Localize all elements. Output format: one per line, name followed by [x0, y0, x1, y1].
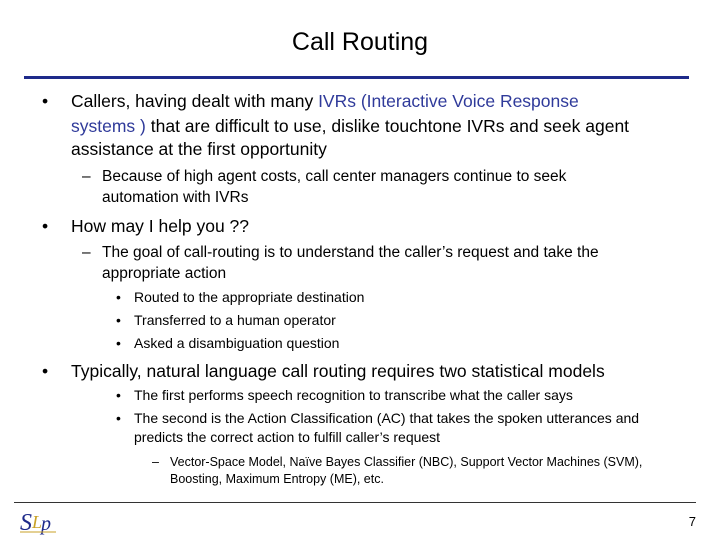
bullet-1-text: Callers, having dealt with many	[71, 91, 319, 111]
bullet-3-ii-line-1: The second is the Action Classification (AC) that takes the spoken utterances and	[134, 410, 640, 426]
footer-divider	[14, 502, 696, 503]
bullet-3-ii-a-line-2: Boosting, Maximum Entropy (ME), etc.	[170, 472, 384, 486]
bullet-1-line-2	[71, 115, 629, 138]
bullet-3-ii-a-line-1: Vector-Space Model, Naïve Bayes Classifier (NBC), Support Vector Machines (SVM),	[170, 455, 643, 469]
sub-bullet-marker: –	[82, 244, 91, 261]
sub-sub-bullet-marker: •	[116, 289, 121, 305]
bullet-2: How may I help you ??	[71, 216, 250, 236]
page-number: 7	[688, 514, 696, 529]
sub-sub-bullet-marker: •	[116, 387, 121, 403]
slide-title: Call Routing	[291, 28, 429, 56]
bullet-2a-i: Routed to the appropriate destination	[134, 289, 365, 305]
bullet-2a-iii: Asked a disambiguation question	[134, 335, 340, 351]
sub-sub-bullet-marker: •	[116, 312, 121, 328]
title-underline	[24, 76, 689, 79]
svg-text:S: S	[20, 510, 32, 536]
bullet-marker: •	[42, 216, 49, 236]
bullet-2a-line-2: appropriate action	[102, 265, 227, 282]
bullet-3-ii-line-2: predicts the correct action to fulfill caller’s request	[134, 429, 441, 445]
bullet-1-text-2: that are difficult to use, dislike touchtone IVRs and seek agent	[145, 116, 630, 136]
sub-sub-bullet-marker: •	[116, 335, 121, 351]
sub-bullet-marker: –	[82, 168, 91, 185]
bullet-1a-line-1: Because of high agent costs, call center managers continue to seek	[102, 168, 567, 185]
svg-text:p: p	[41, 513, 51, 535]
bullet-2a-ii: Transferred to a human operator	[134, 312, 336, 328]
bullet-3: Typically, natural language call routing requires two statistical models	[71, 361, 605, 381]
bullet-1a-line-2: automation with IVRs	[102, 189, 249, 206]
bullet-marker: •	[42, 361, 49, 381]
bullet-1-accent-text-2: systems )	[71, 116, 146, 136]
bullet-marker: •	[42, 91, 49, 111]
svg-text:L: L	[32, 512, 43, 532]
level-4-marker: –	[152, 455, 159, 469]
sub-sub-bullet-marker: •	[116, 410, 121, 426]
slp-logo	[18, 506, 58, 536]
bullet-1-line-3: assistance at the first opportunity	[71, 139, 327, 159]
bullet-3-i: The first performs speech recognition to transcribe what the caller says	[134, 387, 573, 403]
bullet-1-accent-text: IVRs (Interactive Voice Response	[318, 91, 579, 111]
bullet-1-line-1	[71, 90, 579, 113]
bullet-2a-line-1: The goal of call-routing is to understand the caller’s request and take the	[102, 244, 599, 261]
